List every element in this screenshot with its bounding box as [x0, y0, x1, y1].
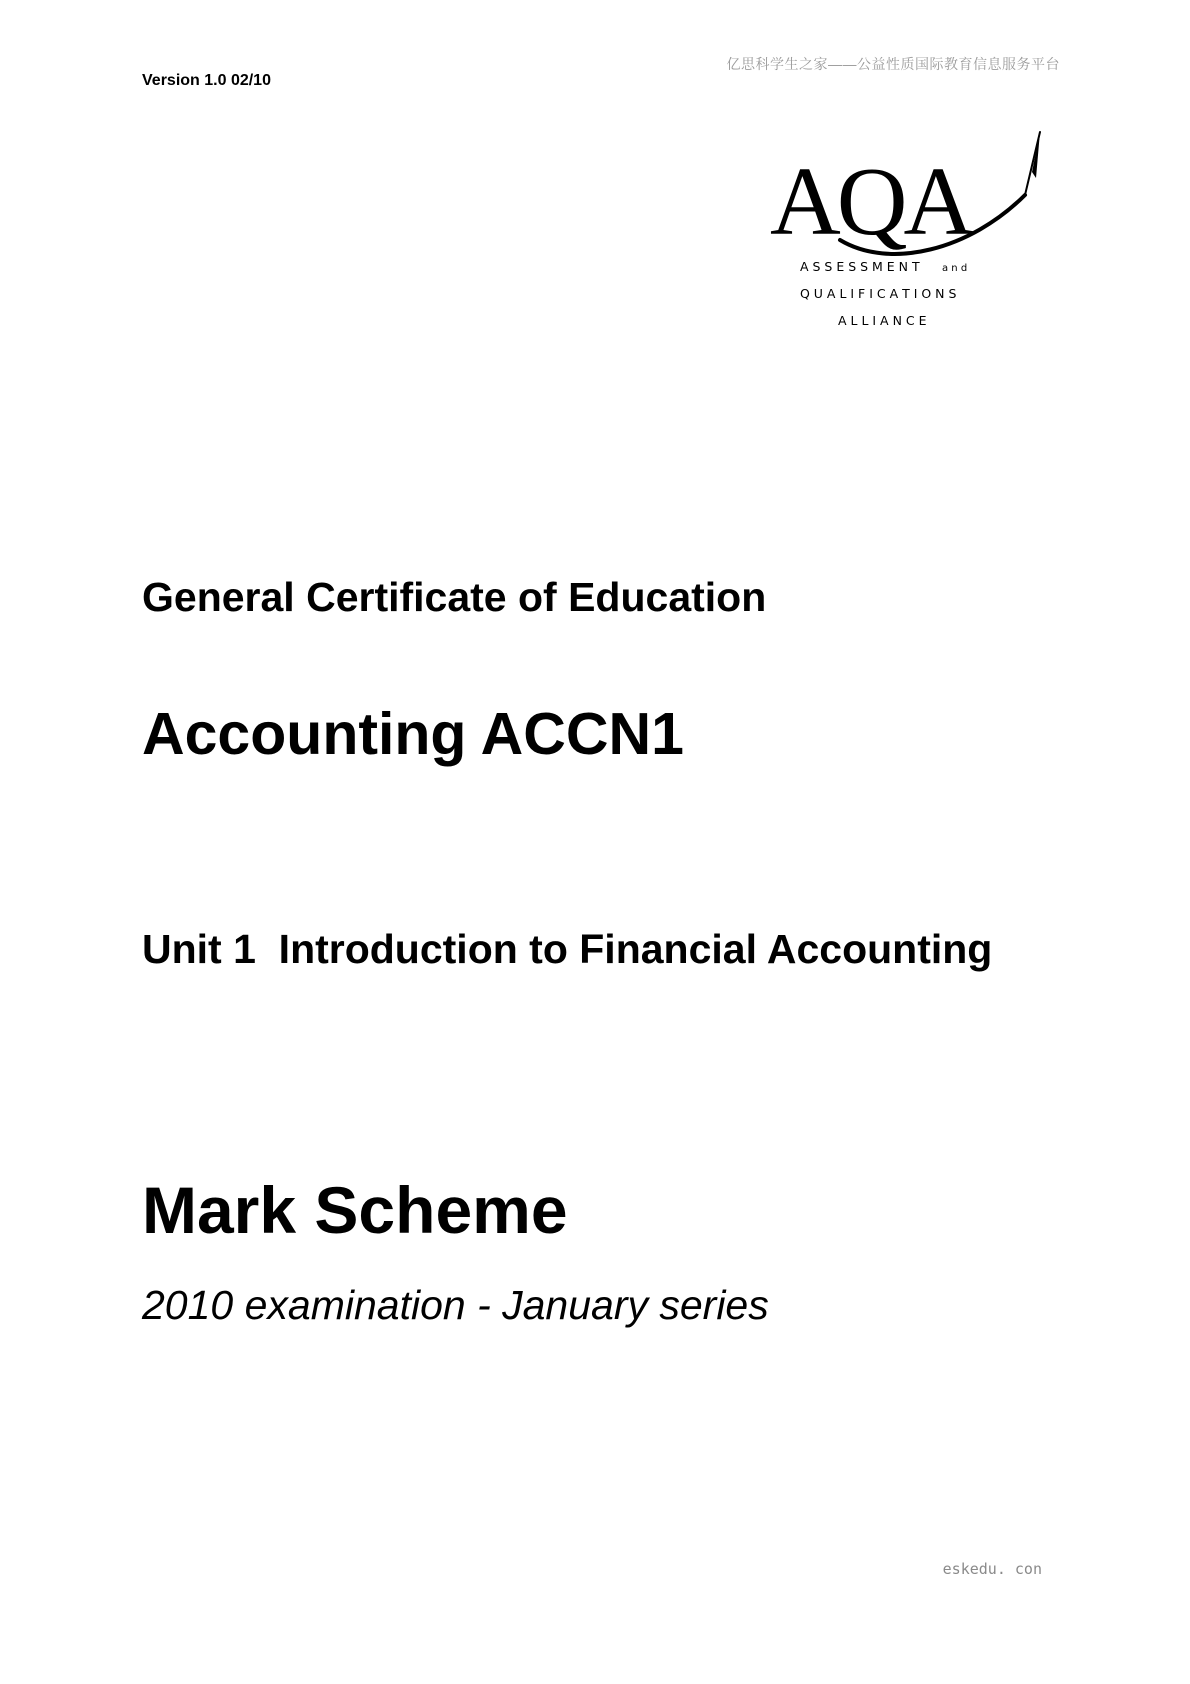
header-watermark: 亿思科学生之家——公益性质国际教育信息服务平台	[726, 56, 1060, 72]
logo-line-1-suffix: a n d	[942, 263, 968, 274]
aqa-logo-graphic	[770, 140, 1100, 360]
document-type-title: Mark Scheme	[142, 1173, 568, 1247]
logo-line-1: A S S E S S M E N T	[800, 259, 920, 274]
unit-title: Unit 1 Introduction to Financial Accounting	[142, 926, 993, 972]
aqa-logo	[770, 140, 1100, 360]
subject-title: Accounting ACCN1	[142, 701, 684, 767]
svg-text:AQA: AQA	[770, 148, 971, 256]
footer-watermark: eskedu. con	[942, 1560, 1042, 1578]
logo-line-3: A L L I A N C E	[838, 313, 927, 328]
qualification-title: General Certificate of Education	[142, 574, 767, 620]
logo-line-2: Q U A L I F I C A T I O N S	[800, 286, 957, 301]
version-label: Version 1.0 02/10	[142, 72, 271, 89]
exam-series: 2010 examination - January series	[142, 1282, 769, 1328]
